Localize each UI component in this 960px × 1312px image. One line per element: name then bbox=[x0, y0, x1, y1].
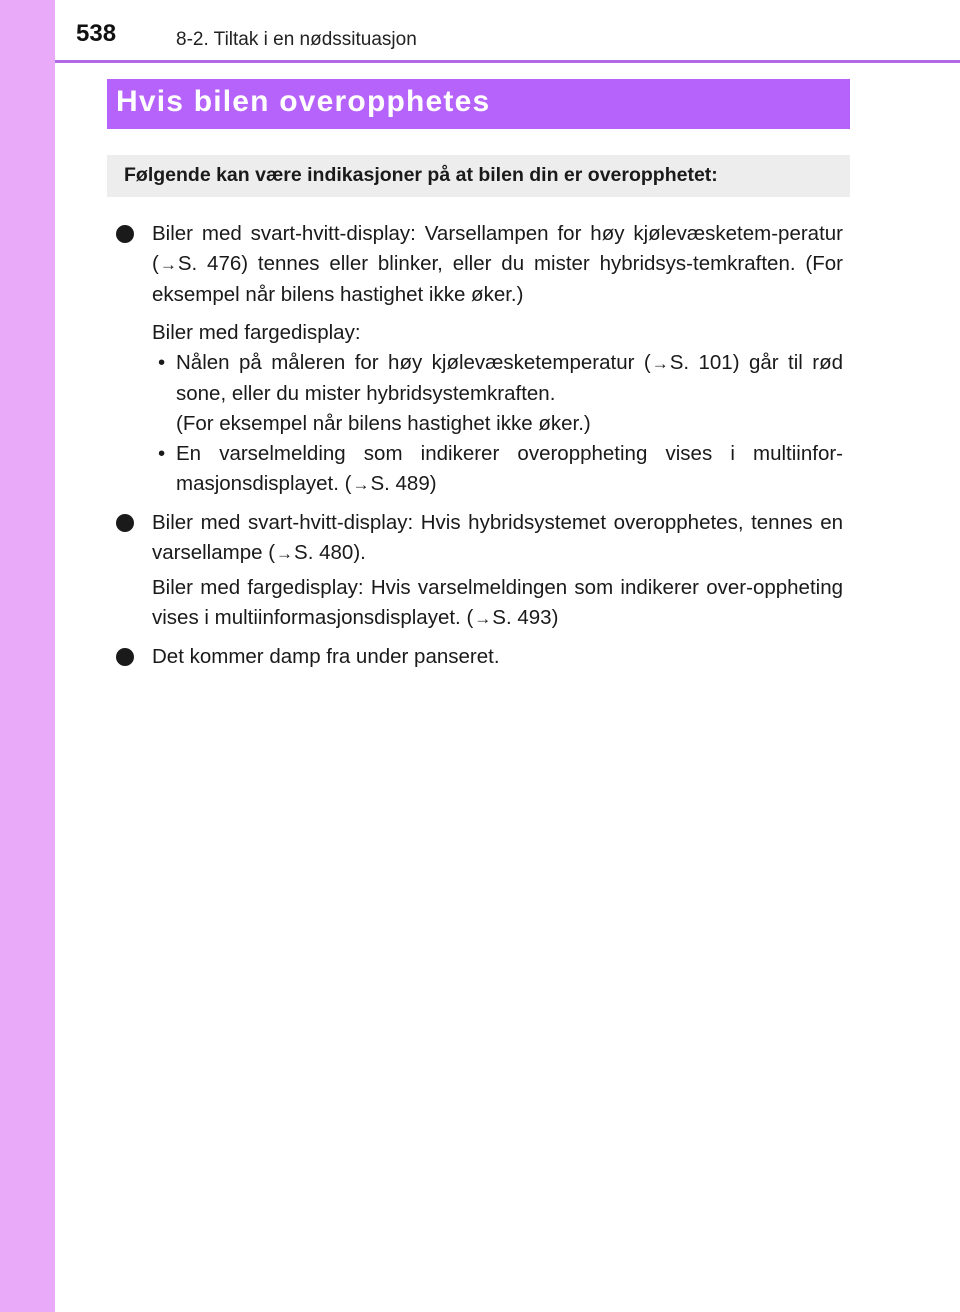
list-item bbox=[152, 439, 843, 500]
sub-list bbox=[116, 348, 843, 500]
page-reference-link[interactable]: S. 493 bbox=[492, 606, 552, 629]
sub-heading: Biler med fargedisplay: bbox=[152, 321, 361, 344]
arrow-icon: → bbox=[159, 255, 177, 274]
content-body bbox=[116, 219, 843, 672]
small-bullet-icon: • bbox=[158, 351, 166, 374]
page-number: 538 bbox=[76, 20, 117, 47]
arrow-icon: → bbox=[651, 354, 669, 373]
bullet-text: Biler med svart-hvitt-display: Varsellampen for høy kjølevæsketem-peratur ( bbox=[152, 222, 843, 275]
list-item-note: (For eksempel når bilens hastighet ikke øker.) bbox=[176, 412, 591, 435]
page-reference-link[interactable]: S. 480 bbox=[294, 541, 354, 564]
small-bullet-icon: • bbox=[158, 442, 166, 465]
list-item bbox=[152, 348, 843, 439]
chapter-heading: 8-2. Tiltak i en nødssituasjon bbox=[176, 29, 417, 50]
bullet-text: ) tennes eller blinker, eller du mister hybridsys-temkraften. (For eksempel når bilens hastighet ikke øker.) bbox=[152, 252, 843, 306]
list-item-text: Nålen på måleren for høy kjølevæsketemperatur ( bbox=[176, 351, 651, 374]
section-title-band bbox=[107, 79, 850, 129]
bullet-text: ). bbox=[353, 541, 366, 564]
bullet-item bbox=[116, 219, 843, 310]
list-item-text: ) bbox=[429, 472, 437, 495]
arrow-icon: → bbox=[352, 475, 370, 494]
arrow-icon: → bbox=[474, 609, 492, 628]
arrow-icon: → bbox=[276, 544, 294, 563]
bullet-dot-icon bbox=[116, 648, 134, 666]
list-item-text: En varselmelding som indikerer overoppheting vises i multiinfor-masjonsdisplayet. ( bbox=[176, 442, 843, 495]
bullet-item bbox=[116, 508, 843, 569]
bullet-text: Det kommer damp fra under panseret. bbox=[152, 645, 500, 668]
list-item-text: ) går til rød sone, eller du mister hybridsystemkraften. bbox=[176, 351, 843, 405]
bullet-dot-icon bbox=[116, 225, 134, 243]
paragraph-text: Biler med fargedisplay: Hvis varselmeldingen som indikerer over-oppheting vises i multiinformasjonsdisplayet. ( bbox=[152, 576, 843, 629]
bullet-item bbox=[116, 642, 843, 672]
page-reference-link[interactable]: S. 101 bbox=[669, 351, 733, 374]
bullet-dot-icon bbox=[116, 514, 134, 532]
intro-text: Følgende kan være indikasjoner på at bilen din er overopphetet: bbox=[124, 164, 718, 186]
bullet-paragraph bbox=[116, 573, 843, 634]
bullet-text: Biler med svart-hvitt-display: Hvis hybridsystemet overopphetes, tennes en varsellampe ( bbox=[152, 511, 843, 564]
section-title: Hvis bilen overopphetes bbox=[116, 85, 491, 118]
page-reference-link[interactable]: S. 489 bbox=[370, 472, 430, 495]
page-reference-link[interactable]: S. 476 bbox=[177, 252, 242, 275]
header-rule bbox=[55, 60, 960, 63]
intro-box bbox=[107, 155, 850, 197]
paragraph-text: ) bbox=[551, 606, 559, 629]
side-tab-strip bbox=[0, 0, 55, 1312]
